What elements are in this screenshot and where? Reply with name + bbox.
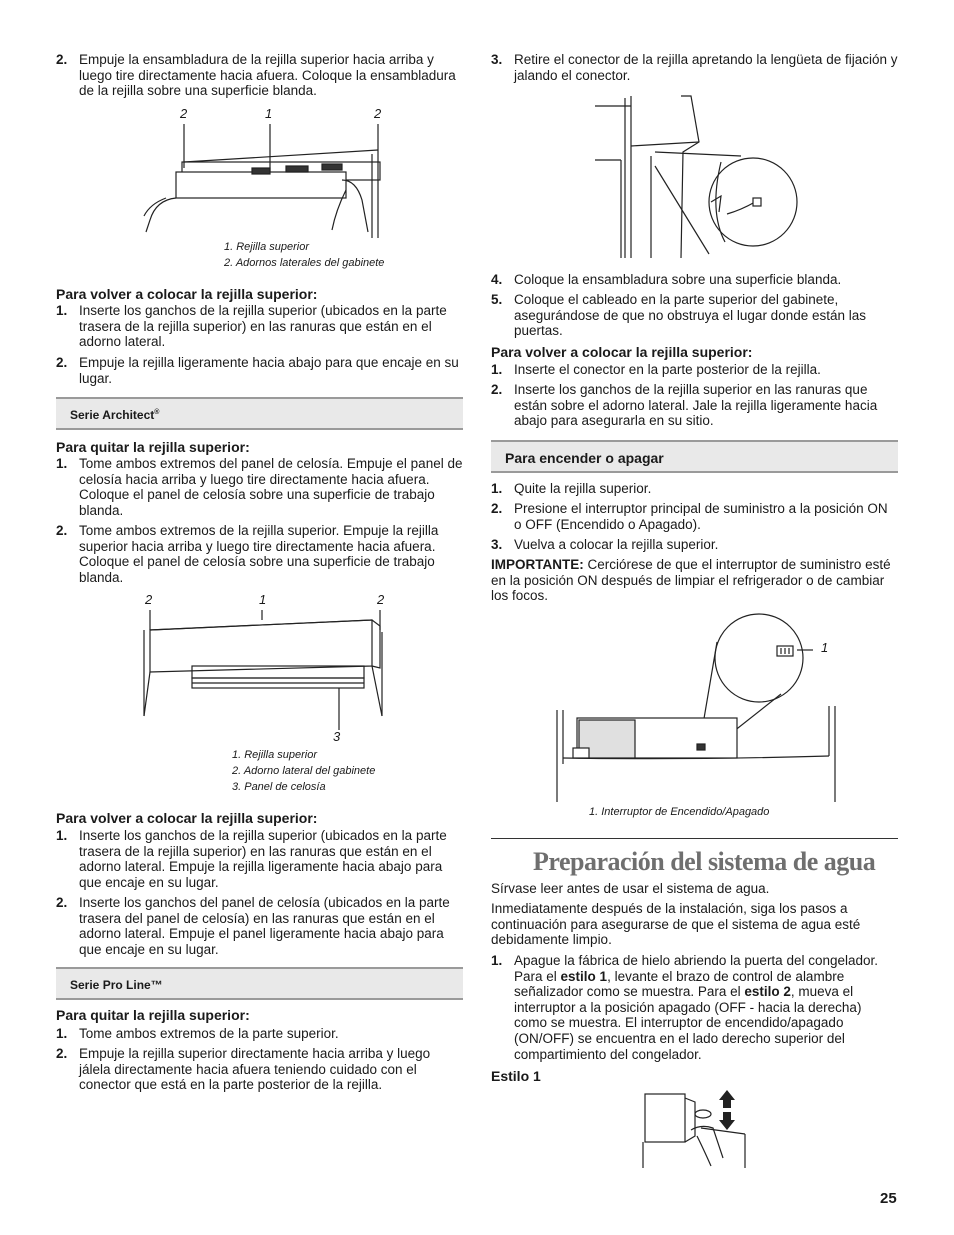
step-text: Tome ambos extremos de la parte superior. — [79, 1026, 339, 1041]
replace1-step-2 — [56, 355, 463, 387]
figure-ice-maker-style-1 — [641, 1088, 751, 1170]
figure-architect-grille — [136, 592, 396, 797]
step-number: 1. — [491, 481, 503, 496]
step-text: Empuje la ensambladura de la rejilla superior hacia arriba y luego tire directamente hacia afuera. Coloque la ensambladura de la rejilla sobre una superficie blanda. — [79, 52, 456, 99]
step-number: 2. — [56, 52, 68, 67]
section-band-pro-line — [56, 967, 463, 1000]
caption-power-switch: 1. Interruptor de Encendido/Apagado — [589, 806, 770, 818]
step-number: 1. — [56, 1026, 68, 1041]
intro-paragraph-2: Inmediatamente después de la instalación, siga los pasos a continuación para asegurarse de que el sistema de agua esté debidamente limpio. — [491, 901, 861, 948]
step-number: 2. — [491, 382, 503, 397]
step-number: 4. — [491, 272, 503, 287]
step-5 — [491, 292, 898, 340]
ice-maker-illustration — [641, 1088, 751, 1170]
callout-1: 1 — [265, 106, 273, 121]
bold-style-2: estilo 2 — [744, 984, 791, 1000]
step-text: Inserte los ganchos de la rejilla superior en las ranuras que están sobre el adorno lateral. Jale la rejilla ligeramente hacia abajo para asegurarla en su sitio. — [514, 382, 878, 429]
heading-remove-grille-architect: Para quitar la rejilla superior: — [56, 439, 250, 455]
step-2-remove-grille — [56, 52, 463, 100]
step-text: Inserte los ganchos de la rejilla superior (ubicados en la parte trasera de la rejilla superior) en las ranuras que están en el adorno lateral. — [79, 303, 447, 350]
section-band-architect — [56, 397, 463, 430]
callout-2-right: 2 — [377, 592, 385, 607]
step-number: 2. — [56, 355, 68, 370]
callout-1: 1 — [259, 592, 267, 607]
heading-replace-grille-3: Para volver a colocar la rejilla superior: — [491, 344, 753, 360]
important-text: Cerciórese de que el interruptor de suministro esté en la posición ON después de limpiar el refrigerador o de cambiar los focos. — [491, 557, 891, 604]
step-number: 3. — [491, 537, 503, 552]
replace2-step-2 — [56, 895, 463, 959]
grille-illustration-2 — [136, 606, 396, 732]
text-part: , levante el brazo de control de alambre señalizador como se muestra. Para el — [514, 968, 845, 1000]
callout-2-left: 2 — [180, 106, 188, 121]
step-text: Vuelva a colocar la rejilla superior. — [514, 537, 719, 552]
power-step-2 — [491, 501, 898, 533]
intro-paragraph-1: Sírvase leer antes de usar el sistema de agua. — [491, 881, 770, 896]
grille-illustration-1 — [136, 120, 396, 240]
step-number: 1. — [56, 456, 68, 471]
power-switch-illustration — [551, 612, 851, 804]
step-number: 5. — [491, 292, 503, 307]
remove-pro-step-1 — [56, 1026, 463, 1042]
step-number: 1. — [56, 828, 68, 843]
step-text: Tome ambos extremos del panel de celosía. Empuje el panel de celosía hacia arriba y luego tire directamente hacia afuera. Coloque el panel de celosía sobre una superficie de trabajo blanda. — [79, 456, 463, 518]
band-label: Serie Pro Line™ — [70, 978, 163, 992]
replace1-step-1 — [56, 303, 463, 351]
page-number: 25 — [880, 1190, 897, 1207]
text-part: Apague la fábrica de hielo abriendo la puerta del congelador. Para el — [514, 953, 879, 984]
step-text: Inserte los ganchos del panel de celosía (ubicados en la parte trasera del panel de celosía) en las ranuras que están en el adorno lateral. Empuje el panel ligeramente hacia abajo para que encaje en su lugar. — [79, 895, 450, 957]
water-step-1 — [491, 953, 898, 1065]
step-number: 3. — [491, 52, 503, 67]
page-title: Preparación del sistema de agua — [533, 847, 876, 876]
step-4 — [491, 272, 898, 288]
step-number: 2. — [56, 1046, 68, 1061]
callout-3: 3 — [333, 729, 341, 744]
step-number: 2. — [491, 501, 503, 516]
replace2-step-1 — [56, 828, 463, 892]
step-text: Presione el interruptor principal de suministro a la posición ON o OFF (Encendido o Apagado). — [514, 501, 888, 532]
step-text: Tome ambos extremos de la rejilla superior. Empuje la rejilla superior hacia arriba y luego tire directamente hacia afuera. Coloque el panel de celosía sobre una superficie de trabajo blanda. — [79, 523, 439, 585]
text-part: , mueva el interruptor a la posición apagado (OFF - hacia la derecha) como se muestra. El interruptor de encendido/apagado (ON/OFF) se encuentra en el lado derecho superior del compartimiento del congelador. — [514, 984, 862, 1062]
step-text: Empuje la rejilla ligeramente hacia abajo para que encaje en su lugar. — [79, 355, 459, 386]
replace3-step-1 — [491, 362, 898, 378]
connector-illustration — [591, 92, 801, 260]
step-number: 2. — [56, 895, 68, 910]
callout-1: 1 — [821, 640, 829, 655]
step-text: Inserte los ganchos de la rejilla superior (ubicados en la parte trasera de la rejilla superior) en las ranuras que están en el adorno lateral. Empuje la rejilla ligeramente hacia abajo para que encaje en su lugar. — [79, 828, 447, 890]
section-band-power — [491, 440, 898, 473]
bold-style-1: estilo 1 — [560, 968, 608, 984]
power-step-3 — [491, 537, 898, 553]
important-label: IMPORTANTE: — [491, 557, 584, 572]
caption-line-2: 2. Adorno lateral del gabinete — [232, 765, 376, 777]
replace3-step-2 — [491, 382, 898, 430]
figure-top-grille-removal — [136, 106, 396, 281]
step-text: Retire el conector de la rejilla apretando la lengüeta de fijación y jalando el conector. — [514, 52, 898, 83]
power-step-1 — [491, 481, 898, 497]
remove-pro-step-2 — [56, 1046, 463, 1094]
step-text — [514, 953, 898, 1062]
step-text: Coloque el cableado en la parte superior del gabinete, asegurándose de que no obstruya el lugar donde están las puertas. — [514, 292, 867, 339]
step-number: 1. — [491, 953, 503, 968]
registered-mark: ® — [154, 409, 160, 416]
heading-replace-grille-1: Para volver a colocar la rejilla superior: — [56, 286, 318, 302]
step-text: Inserte el conector en la parte posterior de la rejilla. — [514, 362, 821, 377]
step-number: 2. — [56, 523, 68, 538]
step-text: Coloque la ensambladura sobre una superficie blanda. — [514, 272, 842, 287]
step-text: Empuje la rejilla superior directamente hacia arriba y luego jálela directamente hacia afuera teniendo cuidado con el conector que está en la parte posterior de la rejilla. — [79, 1046, 431, 1093]
heading-replace-grille-2: Para volver a colocar la rejilla superior: — [56, 810, 318, 826]
important-note — [491, 557, 891, 604]
caption-line-2: 2. Adornos laterales del gabinete — [224, 257, 385, 269]
step-number: 1. — [56, 303, 68, 318]
caption-line-1: 1. Rejilla superior — [224, 241, 309, 253]
section-divider — [491, 838, 898, 839]
caption-line-1: 1. Rejilla superior — [232, 749, 317, 761]
figure-power-switch — [551, 612, 851, 822]
remove-arch-step-1 — [56, 456, 463, 520]
figure-grille-connector — [591, 92, 801, 260]
callout-2-left: 2 — [145, 592, 153, 607]
band-text: Serie Architect — [70, 408, 155, 422]
band-label: Para encender o apagar — [505, 450, 664, 466]
label-style-1: Estilo 1 — [491, 1068, 541, 1084]
step-text: Quite la rejilla superior. — [514, 481, 652, 496]
band-label — [70, 408, 159, 422]
step-3-remove-connector — [491, 52, 898, 84]
heading-remove-grille-pro: Para quitar la rejilla superior: — [56, 1007, 250, 1023]
step-number: 1. — [491, 362, 503, 377]
remove-arch-step-2 — [56, 523, 463, 587]
caption-line-3: 3. Panel de celosía — [232, 781, 326, 793]
callout-2-right: 2 — [374, 106, 382, 121]
